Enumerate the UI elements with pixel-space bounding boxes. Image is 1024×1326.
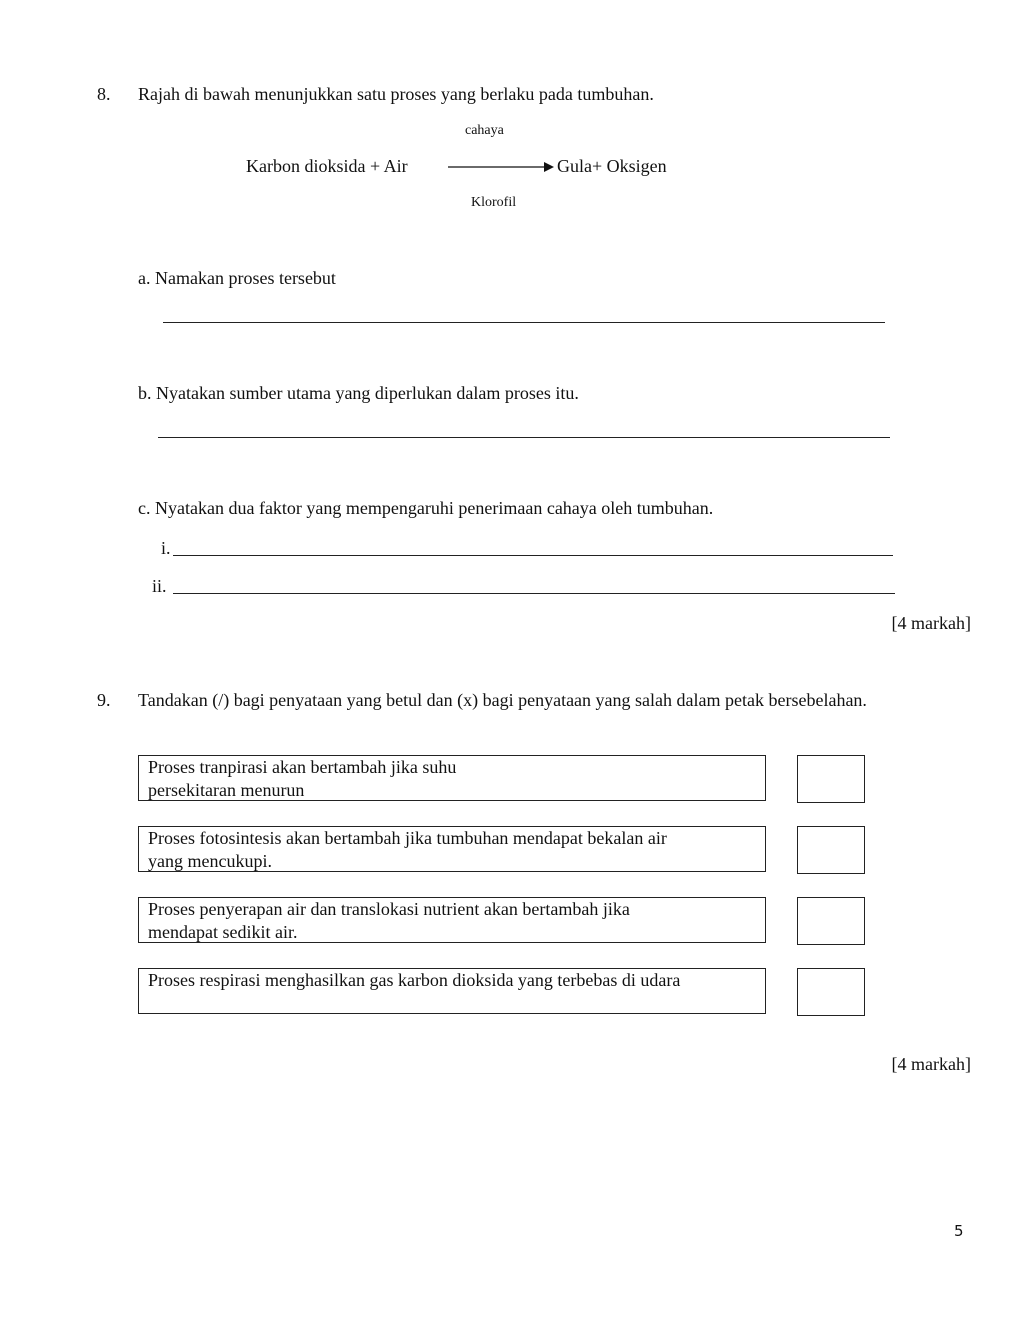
- q9-question-text: Tandakan (/) bagi penyataan yang betul dan (x) bagi penyataan yang salah dalam petak bersebelahan.: [138, 690, 867, 710]
- equation-condition-top: cahaya: [465, 123, 504, 138]
- answer-checkbox-2[interactable]: [797, 826, 865, 874]
- statement-box-4: [138, 968, 766, 1014]
- statement-2-line-2: yang mencukupi.: [148, 851, 272, 871]
- q8-marks: [4 markah]: [891, 613, 971, 633]
- q9-marks: [4 markah]: [891, 1054, 971, 1074]
- answer-checkbox-3[interactable]: [797, 897, 865, 945]
- equation-products: Gula+ Oksigen: [557, 156, 667, 176]
- q9-number: 9.: [97, 690, 111, 710]
- q8c-i-answer-line[interactable]: [173, 555, 893, 556]
- answer-checkbox-4[interactable]: [797, 968, 865, 1016]
- q8b-text: b. Nyatakan sumber utama yang diperlukan dalam proses itu.: [138, 383, 579, 403]
- q8c-i-label: i.: [161, 538, 171, 558]
- q8b-answer-line[interactable]: [158, 437, 890, 438]
- equation-condition-bottom: Klorofil: [471, 195, 517, 210]
- statement-box-3: [138, 897, 766, 943]
- q8a-answer-line[interactable]: [163, 322, 885, 323]
- statement-4-line-1: Proses respirasi menghasilkan gas karbon dioksida yang terbebas di udara: [148, 970, 681, 990]
- q8-question-text: Rajah di bawah menunjukkan satu proses yang berlaku pada tumbuhan.: [138, 84, 654, 104]
- q8c-ii-answer-line[interactable]: [173, 593, 895, 594]
- q8c-ii-label: ii.: [152, 576, 167, 596]
- q8a-text: a. Namakan proses tersebut: [138, 268, 336, 288]
- reaction-arrow-icon: [448, 160, 556, 174]
- q8-number: 8.: [97, 84, 111, 104]
- page-number: 5: [954, 1222, 964, 1240]
- statement-3-line-1: Proses penyerapan air dan translokasi nutrient akan bertambah jika: [148, 899, 630, 919]
- statement-1-line-1: Proses tranpirasi akan bertambah jika suhu: [148, 757, 457, 777]
- equation-reactants: Karbon dioksida + Air: [246, 156, 408, 176]
- statement-box-2: [138, 826, 766, 872]
- q8c-text: c. Nyatakan dua faktor yang mempengaruhi penerimaan cahaya oleh tumbuhan.: [138, 498, 714, 518]
- statement-1-line-2: persekitaran menurun: [148, 780, 305, 800]
- statement-box-1: [138, 755, 766, 801]
- statement-3-line-2: mendapat sedikit air.: [148, 922, 298, 942]
- statement-2-line-1: Proses fotosintesis akan bertambah jika tumbuhan mendapat bekalan air: [148, 828, 667, 848]
- answer-checkbox-1[interactable]: [797, 755, 865, 803]
